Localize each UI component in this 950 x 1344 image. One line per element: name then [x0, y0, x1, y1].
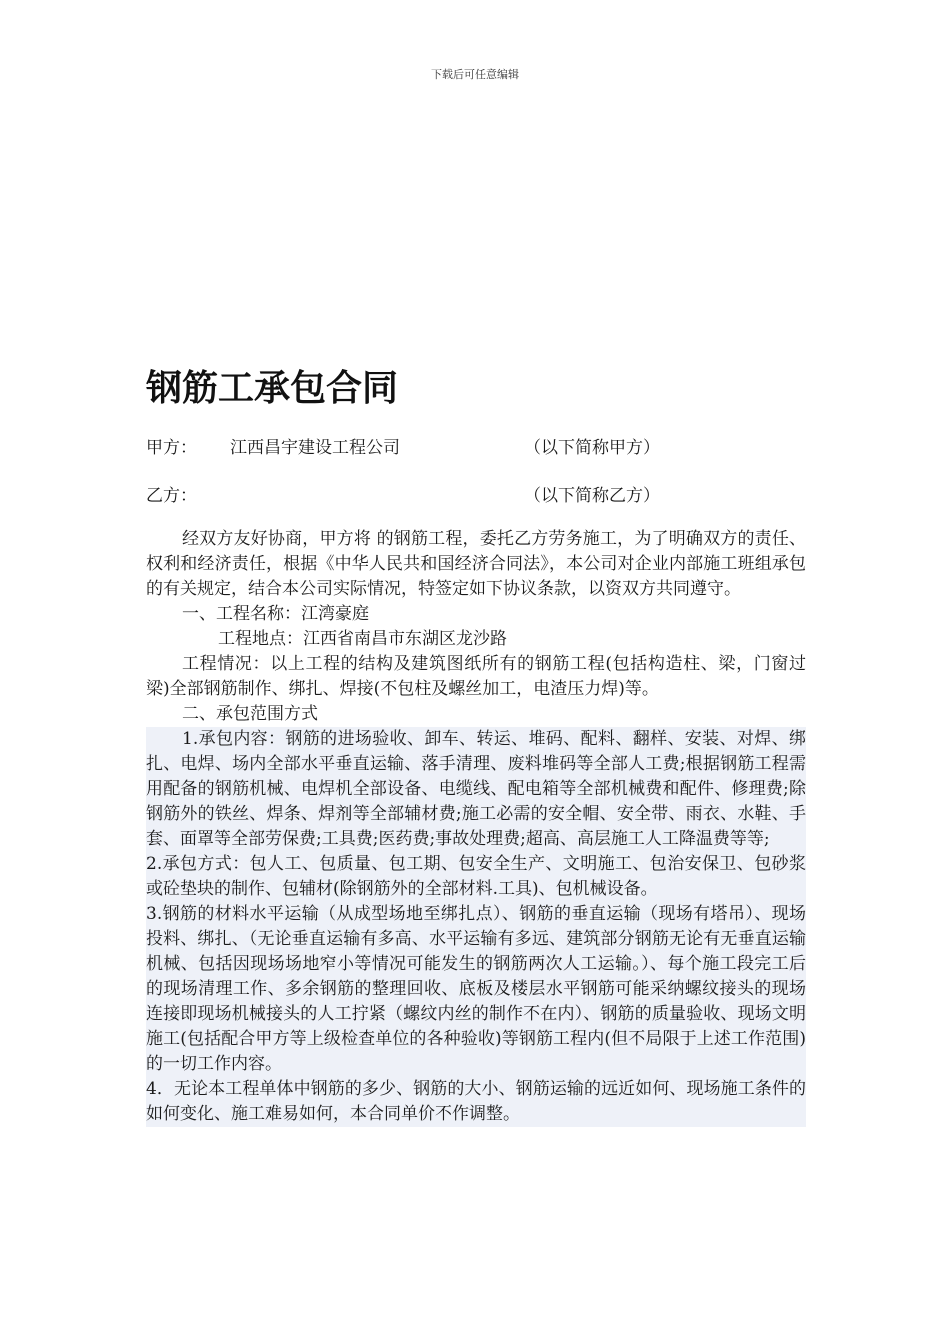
intro-paragraph: 经双方友好协商，甲方将 的钢筋工程，委托乙方劳务施工，为了明确双方的责任、权利和经济责任，根据《中华人民共和国经济合同法》，本公司对企业内部施工班组承包的有关规定，结合本公司实际情况，特签定如下协议条款，以资双方共同遵守。: [146, 529, 806, 599]
party-b-abbr: （以下简称乙方）: [524, 486, 660, 506]
contract-body: [146, 527, 806, 1127]
highlighted-clauses: [146, 727, 806, 1127]
clause-4: 4．无论本工程单体中钢筋的多少、钢筋的大小、钢筋运输的远近如何、现场施工条件的如何变化、施工难易如何，本合同单价不作调整。: [146, 1079, 806, 1124]
clause-2: 2.承包方式：包人工、包质量、包工期、包安全生产、文明施工、包治安保卫、包砂浆或砼垫块的制作、包辅材(除钢筋外的全部材料.工具)、包机械设备。: [146, 854, 806, 899]
party-a-abbr: （以下简称甲方）: [524, 438, 660, 458]
party-b-label: 乙方：: [146, 486, 197, 506]
party-a-name: 江西昌宇建设工程公司: [230, 438, 400, 458]
party-a-label: 甲方：: [146, 438, 197, 458]
clause-3: 3.钢筋的材料水平运输（从成型场地至绑扎点）、钢筋的垂直运输（现场有塔吊）、现场投料、绑扎、（无论垂直运输有多高、水平运输有多远、建筑部分钢筋无论有无垂直运输机械、包括因现场场地窄小等情况可能发生的钢筋两次人工运输。）、每个施工段完工后的现场清理工作、多余钢筋的整理回收、底板及楼层水平钢筋可能采纳螺纹接头的现场连接即现场机械接头的人工拧紧（螺纹内丝的制作不在内）、钢筋的质量验收、现场文明施工(包括配合甲方等上级检查单位的各种验收)等钢筋工程内(但不局限于上述工作范围)的一切工作内容。: [146, 904, 806, 1074]
document-title: 钢筋工承包合同: [146, 368, 399, 409]
section1-project-situation: 工程情况：以上工程的结构及建筑图纸所有的钢筋工程(包括构造柱、梁，门窗过梁)全部钢筋制作、绑扎、焊接(不包柱及螺丝加工，电渣压力焊)等。: [146, 654, 806, 699]
section1-project-location: 工程地点：江西省南昌市东湖区龙沙路: [218, 629, 507, 649]
section1-project-name: 一、工程名称：江湾豪庭: [182, 604, 369, 624]
header-note: 下载后可任意编辑: [431, 68, 519, 81]
section2-title: 二、承包范围方式: [182, 704, 318, 724]
clause-1: 1.承包内容：钢筋的进场验收、卸车、转运、堆码、配料、翻样、安装、对焊、绑扎、电焊、场内全部水平垂直运输、落手清理、废料堆码等全部人工费;根据钢筋工程需用配备的钢筋机械、电焊机全部设备、电缆线、配电箱等全部机械费和配件、修理费;除钢筋外的铁丝、焊条、焊剂等全部辅材费;施工必需的安全帽、安全带、雨衣、水鞋、手套、面罩等全部劳保费;工具费;医药费;事故处理费;超高、高层施工人工降温费等等;: [146, 729, 806, 849]
